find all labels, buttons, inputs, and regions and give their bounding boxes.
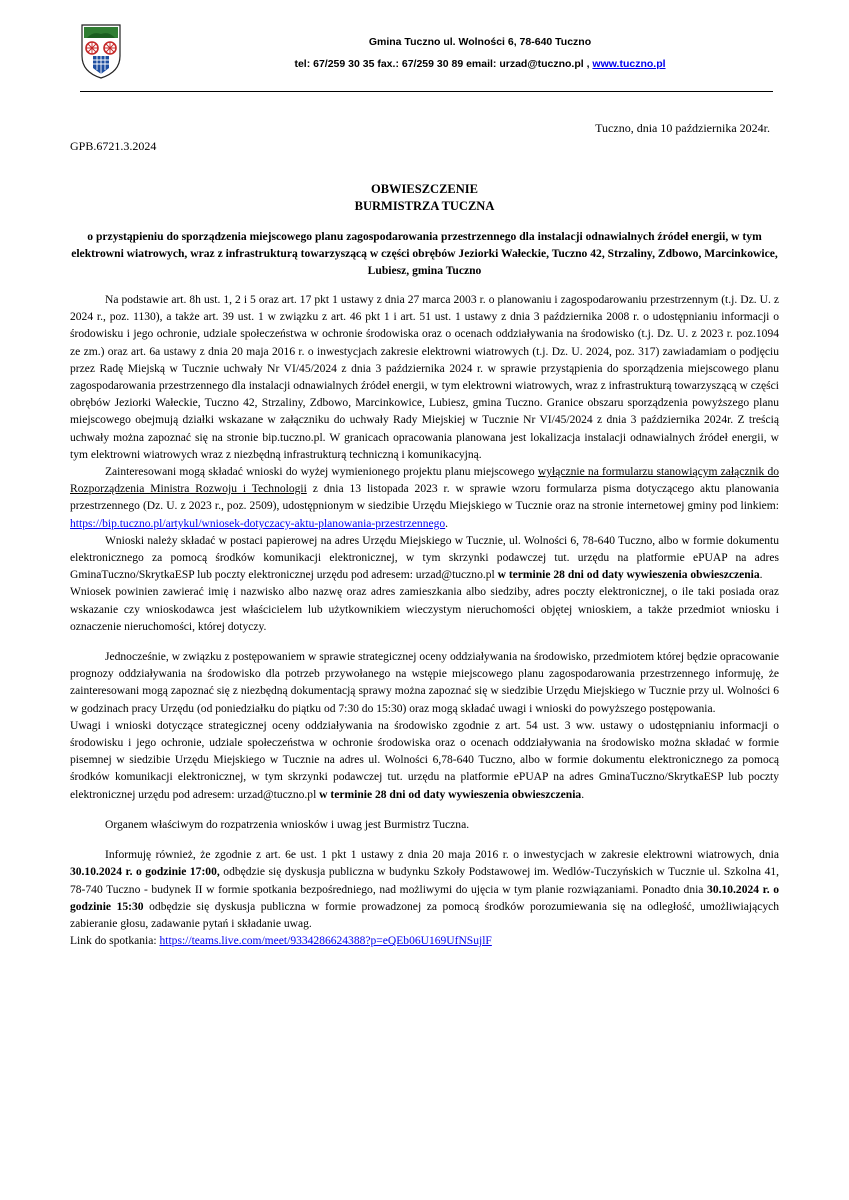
coat-of-arms-icon	[79, 22, 123, 80]
p2-form-requirement: wyłącznie na formularzu stanowiącym załącznik do Rozporządzenia Ministra Rozwoju i Technologii	[70, 466, 779, 496]
meeting-link-label: Link do spotkania:	[70, 935, 160, 948]
p2-text-before: Zainteresowani mogą składać wnioski do wyżej wymienionego projektu planu miejscowego	[105, 466, 538, 479]
p2-text-after: z dnia 13 listopada 2023 r. w sprawie wzoru formularza pisma dotyczącego aktu planowania przestrzennego (Dz. U. z 2023 r., poz. 2509), udostępnionym w siedzibie Urzędu Miejskiego w Tucznie oraz na stronie internetowej gminy pod linkiem:	[70, 483, 779, 513]
header-contact-text: tel: 67/259 30 35 fax.: 67/259 30 89 email: urzad@tuczno.pl ,	[294, 58, 593, 70]
paragraph-application-form	[70, 464, 779, 533]
paragraph-meeting-link	[70, 933, 779, 950]
paragraph-submission	[70, 533, 779, 585]
p8-date-1: 30.10.2024 r. o godzinie 17:00,	[70, 866, 220, 879]
p3-text: Wnioski należy składać w postaci papierowej na adres Urzędu Miejskiego w Tucznie, ul. Wolności 6, 78-640 Tuczno, albo w formie dokumentu elektronicznego za pomocą środków komunikacji elektronicznej, w tym skrzynki podawczej tut. urzędu na platformie ePUAP na adres GminaTuczno/SkrytkaESP lub poczty elektronicznej urzędu pod adresem: urzad@tuczno.pl	[70, 534, 779, 582]
header-contact	[240, 58, 720, 70]
document-title: OBWIESZCZENIE	[371, 182, 478, 196]
place-date: Tuczno, dnia 10 października 2024r.	[595, 121, 770, 135]
document-body	[70, 292, 779, 950]
case-number: GPB.6721.3.2024	[70, 139, 157, 153]
p2-text-end: .	[445, 517, 449, 530]
paragraph-environmental-assessment: Jednocześnie, w związku z postępowaniem w sprawie strategicznej oceny oddziaływania na środowisko, przedmiotem której będzie opracowanie prognozy oddziaływania na środowisko dla potrzeb przywołanego na wstępie miejscowego planu zagospodarowania przestrzennego informuję, że zainteresowani mogą zapoznać się z niezbędną dokumentacją sprawy można zapoznać się w siedzibie Urzędu Miejskiego w Tucznie przy ul. Wolności 6 w godzinach pracy Urzędu (od poniedziałku do piątku od 7:30 do 15:30) oraz mogą składać uwagi i wnioski do powyższego postępowania.	[70, 651, 779, 715]
paragraph-comments	[70, 718, 779, 804]
p8-text-2: odbędzie się dyskusja publiczna w budynku Szkoły Podstawowej im. Wedlów-Tuczyńskich w Tucznie ul. Szkolna 41, 78-740 Tuczno - budynek II w formie spotkania bezpośredniego, nad możliwymi do ujęcia w tym planie rozwiązaniami. Ponadto dnia	[70, 866, 779, 896]
meeting-link[interactable]: https://teams.live.com/meet/9334286624388?p=eQEb06U169UfNSujlF	[159, 935, 492, 948]
header-divider	[80, 91, 773, 92]
p8-text-3: odbędzie się dyskusja publiczna w formie prowadzonej za pomocą środków porozumiewania się na odległość, umożliwiających zabieranie głosu, zadawanie pytań i składanie uwag.	[70, 900, 779, 930]
p6-deadline: w terminie 28 dni od daty wywieszenia obwieszczenia	[319, 788, 582, 801]
p3-text-end: .	[759, 569, 763, 582]
form-download-link[interactable]: https://bip.tuczno.pl/artykul/wniosek-dotyczacy-aktu-planowania-przestrzennego	[70, 517, 446, 530]
document-issuer: BURMISTRZA TUCZNA	[354, 199, 495, 213]
p3-deadline: w terminie 28 dni od daty wywieszenia obwieszczenia	[497, 569, 760, 582]
p6-text-end: .	[581, 788, 585, 801]
paragraph-application-contents: Wniosek powinien zawierać imię i nazwisko albo nazwę oraz adres zamieszkania albo siedziby, adres poczty elektronicznej, o ile taki posiada oraz wskazanie czy wnioskodawca jest właścicielem lub użytkownikiem wieczystym nieruchomości objętej wnioskiem, a także przedmiot wniosku i oznaczenie nieruchomości, której dotyczy.	[70, 586, 779, 633]
document-subject: o przystąpieniu do sporządzenia miejscowego planu zagospodarowania przestrzennego dla instalacji odnawialnych źródeł energii, w tym elektrowni wiatrowych, wraz z infrastrukturą towarzyszącą w części obrębów Jeziorki Wałeckie, Tuczno 42, Strzaliny, Zdbowo, Marcinkowice, Lubiesz, gmina Tuczno	[71, 230, 778, 277]
website-link[interactable]: www.tuczno.pl	[592, 58, 666, 70]
paragraph-public-discussion	[70, 847, 779, 933]
paragraph-competent-authority: Organem właściwym do rozpatrzenia wniosków i uwag jest Burmistrz Tuczna.	[105, 818, 470, 831]
p8-date-2: 30.10.2024 r. o godzinie 15:30	[70, 883, 779, 913]
p6-text: Uwagi i wnioski dotyczące strategicznej oceny oddziaływania na środowisko zgodnie z art. 54 ust. 3 ww. ustawy o udostępnianiu informacji o środowisku i jego ochronie, udziale społeczeństwa w ochronie środowiska oraz o ocenach oddziaływania na środowisko można składać w formie pisemnej w siedzibie Urzędu Miejskiego w Tucznie na adres ul. Wolności 6,78-640 Tuczno, albo w formie dokumentu elektronicznego za pomocą środków komunikacji elektronicznej, w tym skrzynki podawczej tut. urzędu na platformie ePUAP na adres GminaTuczno/SkrytkaESP lub poczty elektronicznej urzędu pod adresem: urzad@tuczno.pl	[70, 719, 779, 801]
paragraph-legal-basis: Na podstawie art. 8h ust. 1, 2 i 5 oraz art. 17 pkt 1 ustawy z dnia 27 marca 2003 r. o planowaniu i zagospodarowaniu przestrzennym (t.j. Dz. U. z 2024 r., poz. 1130), a także art. 39 ust. 1 w związku z art. 46 pkt 1 i art. 51 ust. 1 ustawy z dnia 3 października 2008 r. o udostępnianiu informacji o środowisku i jego ochronie, udziale społeczeństwa w ochronie środowiska oraz o ocenach oddziaływania na środowisko (t.j. Dz. U. z 2023 r. poz.1094 ze zm.) oraz art. 6a ustawy z dnia 20 maja 2016 r. o inwestycjach zakresie elektrowni wiatrowych (t.j. Dz. U. 2024, poz. 317) zawiadamiam o podjęciu przez Radę Miejską w Tucznie uchwały Nr VI/45/2024 z dnia 3 października 2024 r. w sprawie przystąpienia do sporządzenia miejscowego planu zagospodarowania przestrzennego dla instalacji odnawialnych źródeł energii, w tym elektrowni wiatrowych, wraz z infrastrukturą towarzyszącą w części obrębów Jeziorki Wałeckie, Tuczno 42, Strzaliny, Zdbowo, Marcinkowice, Lubiesz, gmina Tuczno. Granice obszaru sporządzenia powyższego planu miejscowego obejmują działki wskazane w załączniku do uchwały Rady Miejskiej w Tucznie Nr VI/45/2024 z dnia 3 października 2024r. Z treścią uchwały można zapoznać się na stronie bip.tuczno.pl. W granicach opracowania planowana jest lokalizacja instalacji odnawialnych źródeł energii, w tym elektrowni wiatrowych wraz z niezbędną infrastrukturą techniczną i komunikacyjną.	[70, 294, 779, 461]
p8-text-1: Informuję również, że zgodnie z art. 6e ust. 1 pkt 1 ustawy z dnia 20 maja 2016 r. o inwestycjach w zakresie elektrowni wiatrowych, dnia	[105, 849, 779, 862]
header-address: Gmina Tuczno ul. Wolności 6, 78-640 Tuczno	[368, 36, 592, 48]
